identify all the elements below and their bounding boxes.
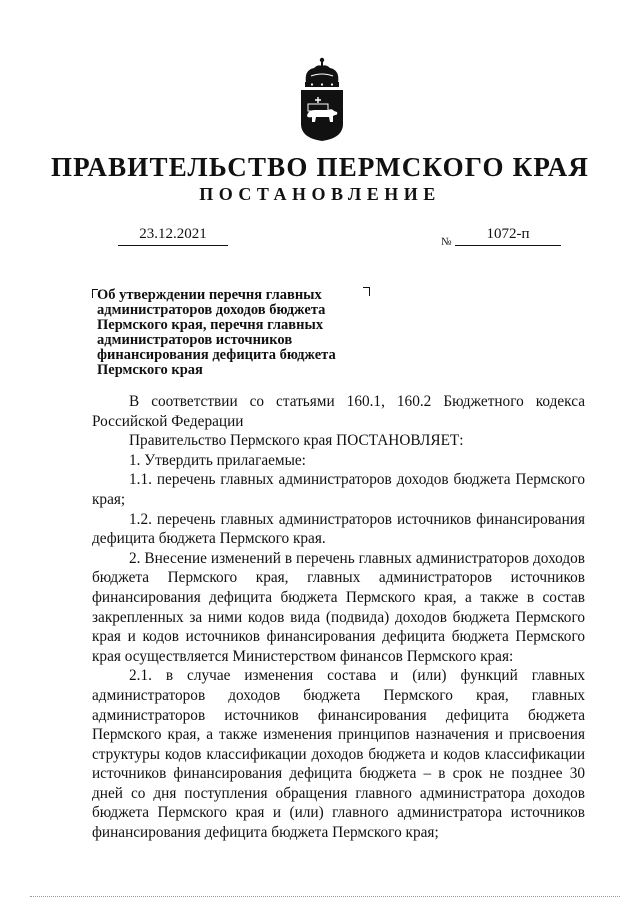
paragraph: Правительство Пермского края ПОСТАНОВЛЯЕТ:: [129, 432, 464, 450]
document-body: [92, 392, 585, 843]
paragraph: 1.1. перечень главных администраторов доходов бюджета Пермского края;: [92, 471, 585, 508]
page-bottom-edge: [30, 896, 620, 897]
document-type: ПОСТАНОВЛЕНИЕ: [199, 184, 441, 204]
paragraph: 1. Утвердить прилагаемые:: [129, 451, 306, 469]
paragraph: 2.1. в случае изменения состава и (или) функций главных администраторов доходов бюджета Пермского края, главных администраторов источников финансирования дефицита бюджета Пермского края, а также изменения принципов назначения и присвоения структуры кодов классификации доходов бюджета и кодов классификации источников финансирования дефицита бюджета – в срок не позднее 30 дней со дня поступления обращения главного администратора доходов бюджета Пермского края и (или) главного администратора источников финансирования дефицита бюджета Пермского края;: [92, 667, 585, 842]
document-subject: Об утверждении перечня главных администраторов доходов бюджета Пермского края, перечня главных администраторов источников финансирования дефицита бюджета Пермского края: [97, 287, 336, 378]
paragraph: 1.2. перечень главных администраторов источников финансирования дефицита бюджета Пермского края.: [92, 510, 585, 548]
paragraph: 2. Внесение изменений в перечень главных администраторов доходов бюджета Пермского края, главных администраторов источников финансирования дефицита бюджета Пермского края, а также в состав закрепленных за ними кодов вида (подвида) доходов бюджета Пермского края и кодов источников финансирования дефицита бюджета Пермского края осуществляется Министерством финансов Пермского края:: [92, 549, 585, 665]
document-number: 1072-п: [455, 226, 561, 246]
subject-corner-right: [363, 287, 370, 296]
document-date: 23.12.2021: [118, 226, 228, 246]
paragraph: В соответствии со статьями 160.1, 160.2 Бюджетного кодекса Российской Федерации: [92, 393, 585, 430]
coat-of-arms-icon: [296, 56, 348, 142]
number-sign: №: [441, 236, 452, 248]
government-title: ПРАВИТЕЛЬСТВО ПЕРМСКОГО КРАЯ: [50, 152, 590, 182]
